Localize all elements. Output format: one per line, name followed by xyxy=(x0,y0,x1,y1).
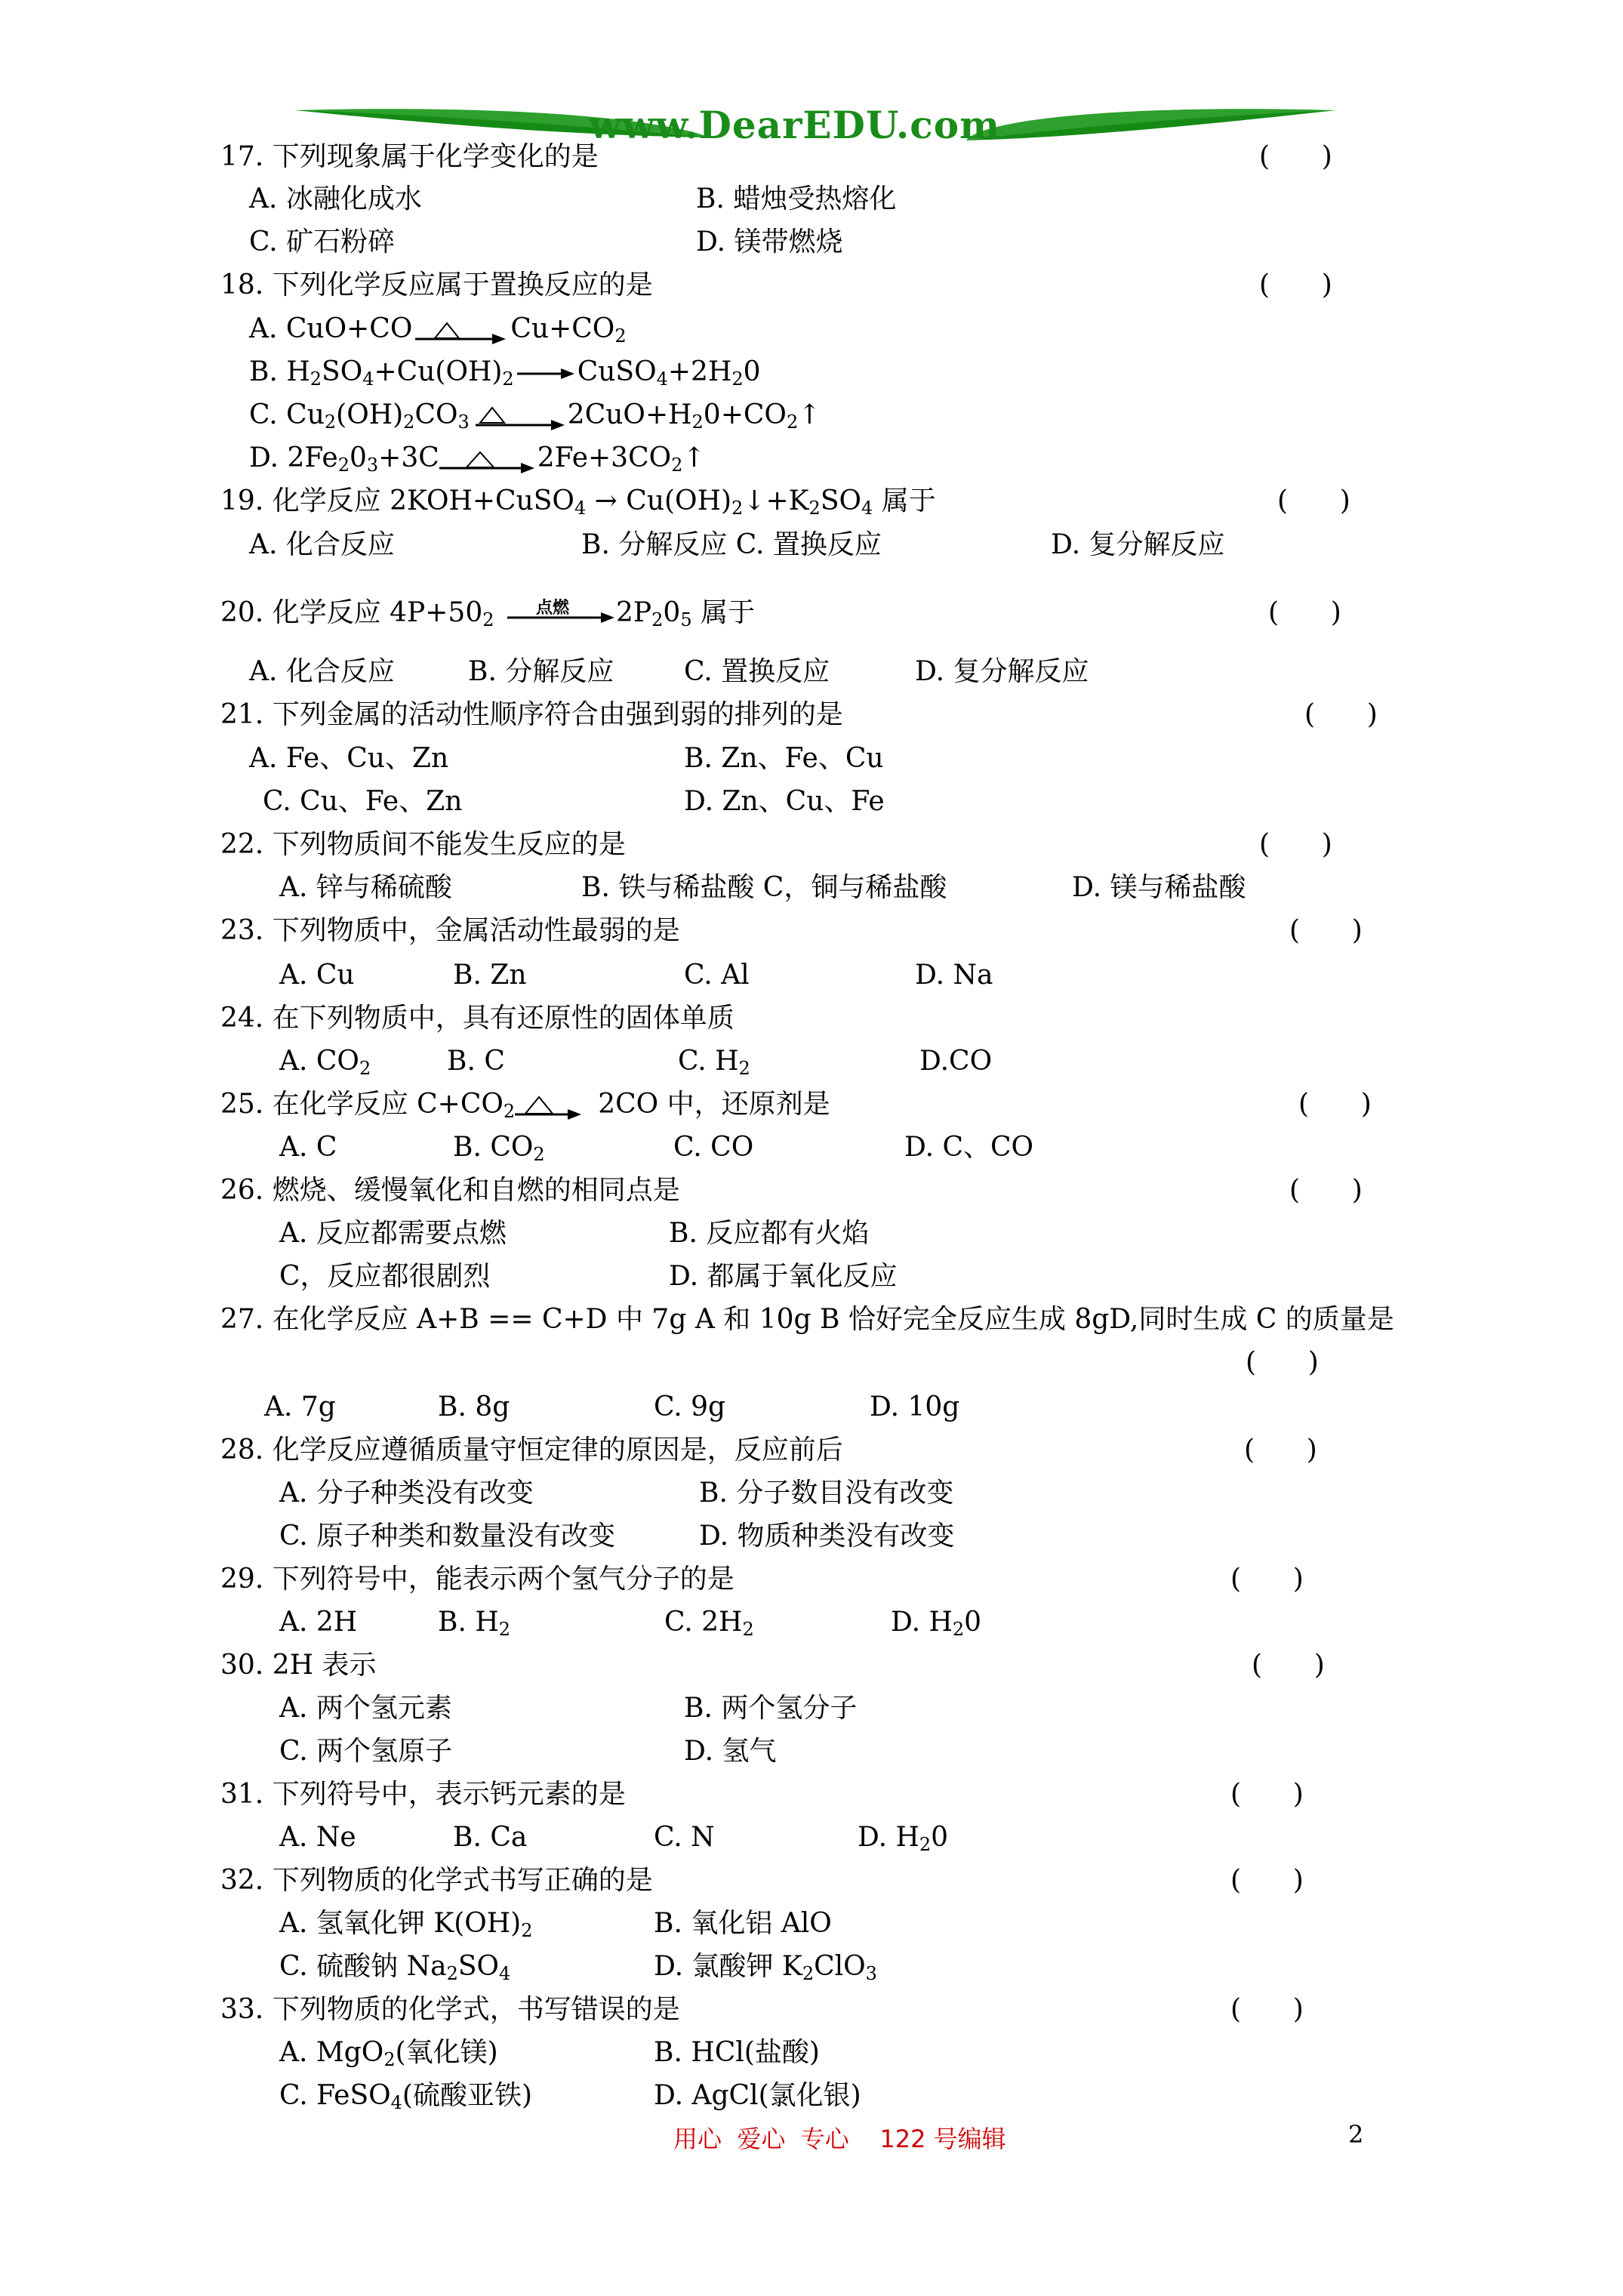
q23-option-c: C. Al xyxy=(684,960,750,991)
q17-option-c: C. 矿石粉碎 xyxy=(249,227,396,257)
q31-option-d: D. $H_20$ xyxy=(858,1822,949,1855)
q29-option-b: B. $H_2$ xyxy=(438,1607,511,1640)
question-18: 18. 下列化学反应属于置换反应的是 xyxy=(220,270,653,300)
question-31: 31. 下列符号中，表示钙元素的是 xyxy=(220,1779,626,1810)
answer-paren-18[interactable]: ( ) xyxy=(1259,270,1332,300)
question-30: 30. 2H 表示 xyxy=(220,1650,377,1681)
q17-option-b: B. 蜡烛受热熔化 xyxy=(696,183,897,214)
question-23: 23. 下列物质中，金属活动性最弱的是 xyxy=(220,915,680,946)
q32-option-a: A. 氢氧化钾 $K(OH)_2$ xyxy=(279,1908,533,1941)
q22-option-d: D. 镁与稀盐酸 xyxy=(1072,872,1246,903)
footer-text: 用心 爱心 专心 122 号编辑 xyxy=(673,2125,1006,2153)
q28-option-a: A. 分子种类没有改变 xyxy=(279,1478,534,1509)
q26-option-c: C，反应都很剧烈 xyxy=(279,1261,491,1292)
question-27: 27. 在化学反应 A+B == C+D 中 7g A 和 10g B 恰好完全反应生成 8gD,同时生成 C 的质量是 xyxy=(220,1304,1394,1335)
q22-option-b: B. 铁与稀盐酸 C，铜与稀盐酸 xyxy=(581,872,947,903)
q26-option-d: D. 都属于氧化反应 xyxy=(669,1261,898,1292)
q19-option-d: D. 复分解反应 xyxy=(1051,529,1225,560)
q22-option-a: A. 锌与稀硫酸 xyxy=(279,872,452,903)
q21-option-d: D. Zn、Cu、Fe xyxy=(684,786,885,817)
question-17: 17. 下列现象属于化学变化的是 xyxy=(220,141,599,172)
q20-option-a: A. 化合反应 xyxy=(249,656,395,687)
answer-paren-20[interactable]: ( ) xyxy=(1268,597,1341,628)
answer-paren-31[interactable]: ( ) xyxy=(1230,1779,1304,1810)
answer-paren-33[interactable]: ( ) xyxy=(1230,1994,1304,2025)
q29-option-d: D. $H_20$ xyxy=(891,1607,982,1640)
q24-option-c: C. $H_2$ xyxy=(678,1046,750,1079)
site-logo-text: www.DearEDU.com xyxy=(589,103,1001,147)
q25-option-b: B. $CO_2$ xyxy=(453,1132,545,1165)
answer-paren-22[interactable]: ( ) xyxy=(1259,829,1332,860)
q27-option-c: C. 9g xyxy=(654,1391,726,1422)
q31-option-c: C. N xyxy=(654,1822,715,1853)
question-33: 33. 下列物质的化学式，书写错误的是 xyxy=(220,1994,680,2025)
q32-option-c: C. 硫酸钠 $Na_2SO_4$ xyxy=(279,1951,511,1984)
q19-option-a: A. 化合反应 xyxy=(249,529,395,560)
answer-paren-27[interactable]: ( ) xyxy=(1246,1347,1319,1378)
answer-paren-28[interactable]: ( ) xyxy=(1244,1435,1317,1465)
q32-option-b: B. 氧化铝 AlO xyxy=(654,1908,832,1939)
q23-option-a: A. Cu xyxy=(279,960,355,991)
answer-paren-21[interactable]: ( ) xyxy=(1304,699,1378,730)
q33-option-a: A. MgO$_2$(氧化镁) xyxy=(279,2037,498,2070)
question-24: 24. 在下列物质中，具有还原性的固体单质 xyxy=(220,1003,735,1034)
q31-option-b: B. Ca xyxy=(453,1822,528,1853)
question-26: 26. 燃烧、缓慢氧化和自燃的相同点是 xyxy=(220,1175,680,1206)
answer-paren-29[interactable]: ( ) xyxy=(1230,1564,1304,1595)
q26-option-b: B. 反应都有火焰 xyxy=(669,1218,870,1249)
q18-option-d: D. $2Fe_20_3+3C$ $2Fe+3CO_2↑$ xyxy=(249,442,706,476)
question-21: 21. 下列金属的活动性顺序符合由强到弱的排列的是 xyxy=(220,699,843,730)
q20-option-c: C. 置换反应 xyxy=(684,656,830,687)
q18-option-a: A. CuO+CO $Cu+CO_2$ xyxy=(249,313,627,347)
q25-option-c: C. CO xyxy=(673,1132,754,1163)
q25-option-d: D. C、CO xyxy=(904,1132,1034,1163)
q28-option-b: B. 分子数目没有改变 xyxy=(699,1478,954,1509)
q27-option-b: B. 8g xyxy=(438,1391,510,1422)
answer-paren-23[interactable]: ( ) xyxy=(1289,915,1363,946)
q30-option-d: D. 氢气 xyxy=(684,1736,777,1767)
q32-option-d: D. 氯酸钾 $K_2ClO_3$ xyxy=(654,1951,877,1984)
q25-option-a: A. C xyxy=(279,1132,337,1163)
q30-option-b: B. 两个氢分子 xyxy=(684,1693,858,1724)
q21-option-a: A. Fe、Cu、Zn xyxy=(249,743,449,774)
q17-option-a: A. 冰融化成水 xyxy=(249,183,422,214)
q19-option-b: B. 分解反应 C. 置换反应 xyxy=(581,529,882,560)
q33-option-b: B. HCl(盐酸) xyxy=(654,2037,820,2068)
q20-option-d: D. 复分解反应 xyxy=(915,656,1089,687)
q31-option-a: A. Ne xyxy=(279,1822,356,1853)
question-28: 28. 化学反应遵循质量守恒定律的原因是，反应前后 xyxy=(220,1435,843,1465)
q28-option-c: C. 原子种类和数量没有改变 xyxy=(279,1521,616,1552)
question-22: 22. 下列物质间不能发生反应的是 xyxy=(220,829,626,860)
page-number: 2 xyxy=(1348,2120,1364,2149)
question-32: 32. 下列物质的化学式书写正确的是 xyxy=(220,1865,653,1896)
answer-paren-26[interactable]: ( ) xyxy=(1289,1175,1363,1206)
answer-paren-25[interactable]: ( ) xyxy=(1298,1089,1372,1120)
heat-arrow-icon xyxy=(439,445,537,475)
q30-option-a: A. 两个氢元素 xyxy=(279,1693,452,1724)
answer-paren-30[interactable]: ( ) xyxy=(1252,1650,1325,1681)
heat-arrow-icon xyxy=(515,1091,598,1121)
question-20: 20. 化学反应 $4P+50_2$ 点燃 $2P_20_5$ 属于 xyxy=(220,597,756,630)
q29-option-c: C. $2H_2$ xyxy=(664,1607,754,1640)
question-29: 29. 下列符号中，能表示两个氢气分子的是 xyxy=(220,1564,735,1595)
q26-option-a: A. 反应都需要点燃 xyxy=(279,1218,507,1249)
q27-option-a: A. 7g xyxy=(264,1391,336,1422)
heat-arrow-icon xyxy=(470,402,568,432)
question-19: 19. 化学反应 2KOH+CuSO$_4$ → $Cu(OH)_2↓+K_2SO_4$ 属于 xyxy=(220,485,936,519)
q27-option-d: D. 10g xyxy=(870,1391,960,1422)
answer-paren-19[interactable]: ( ) xyxy=(1277,485,1350,516)
q29-option-a: A. 2H xyxy=(279,1607,358,1638)
q23-option-d: D. Na xyxy=(915,960,993,991)
q24-option-b: B. C xyxy=(447,1046,505,1077)
q30-option-c: C. 两个氢原子 xyxy=(279,1736,453,1767)
q33-option-d: D. AgCl(氯化银) xyxy=(654,2080,861,2111)
answer-paren-17[interactable]: ( ) xyxy=(1259,141,1332,172)
answer-paren-32[interactable]: ( ) xyxy=(1230,1865,1304,1896)
arrow-icon xyxy=(514,359,577,389)
q21-option-b: B. Zn、Fe、Cu xyxy=(684,743,884,774)
q24-option-a: A. $CO_2$ xyxy=(279,1046,371,1079)
q18-option-c: C. $Cu_2(OH)_2CO_3$ $2CuO+H_20+CO_2↑$ xyxy=(249,399,821,433)
q17-option-d: D. 镁带燃烧 xyxy=(696,227,843,257)
q28-option-d: D. 物质种类没有改变 xyxy=(699,1521,955,1552)
ignite-arrow-icon: 点燃 xyxy=(503,598,616,631)
heat-arrow-icon xyxy=(412,316,510,346)
q20-option-b: B. 分解反应 xyxy=(468,656,614,687)
q21-option-c: C. Cu、Fe、Zn xyxy=(263,786,463,817)
question-25: 25. 在化学反应 $C+CO_2$ 2CO 中，还原剂是 xyxy=(220,1089,830,1122)
q18-option-b: B. $H_2SO_4+Cu(OH)_2$ $CuSO_4+2H_20$ xyxy=(249,356,761,390)
q33-option-c: C. FeSO$_4$(硫酸亚铁) xyxy=(279,2080,533,2113)
q24-option-d: D.CO xyxy=(919,1046,993,1077)
q23-option-b: B. Zn xyxy=(453,960,527,991)
